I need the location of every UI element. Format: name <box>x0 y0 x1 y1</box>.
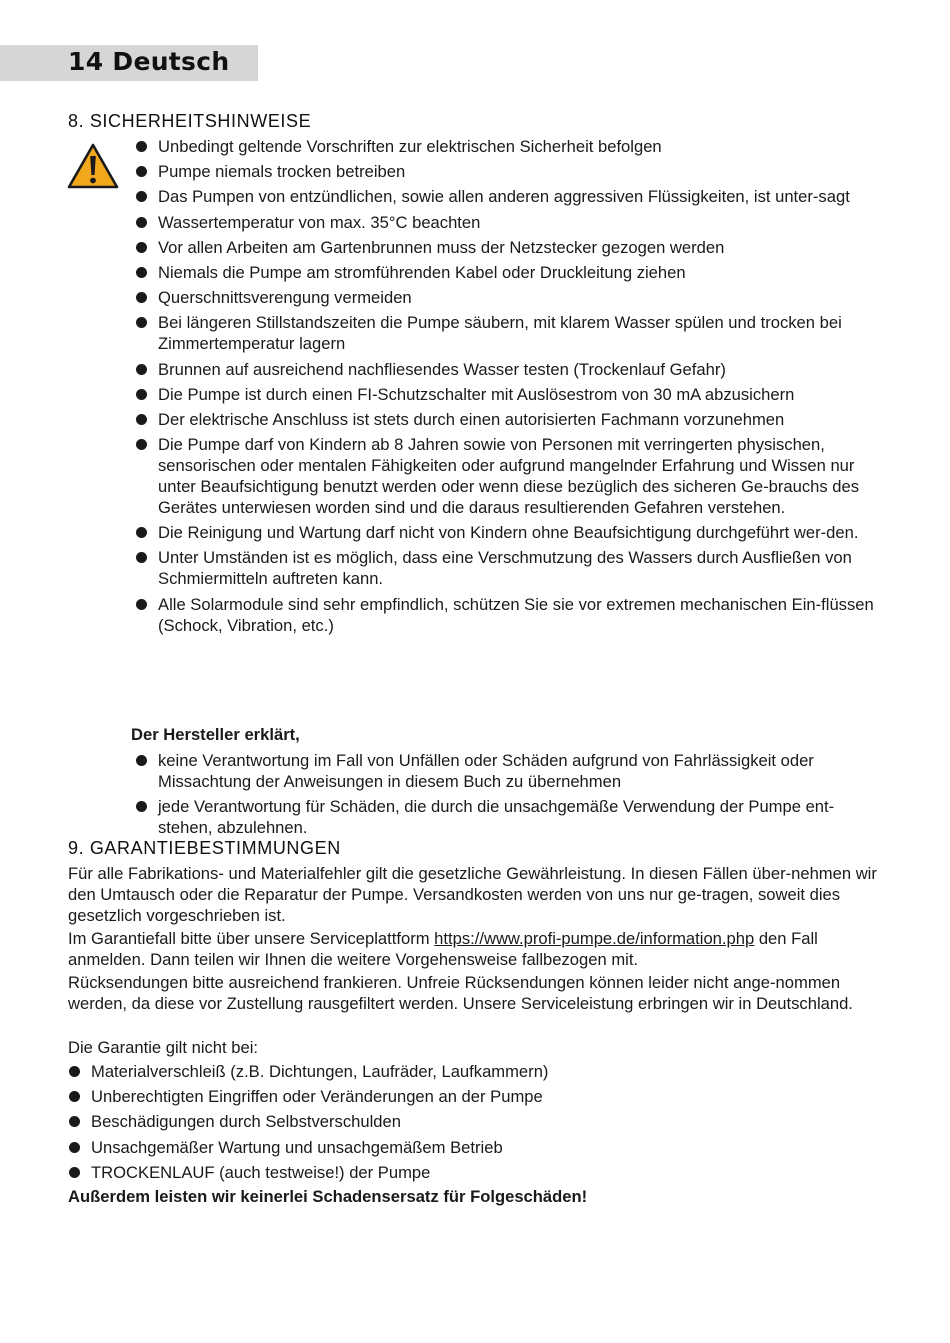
safety-item: Brunnen auf ausreichend nachfliesendes Wasser testen (Trockenlauf Gefahr) <box>158 359 888 380</box>
bullet-icon <box>136 242 147 253</box>
safety-item: Unbedingt geltende Vorschriften zur elektrischen Sicherheit befolgen <box>158 136 888 157</box>
safety-item: Niemals die Pumpe am stromführenden Kabel oder Druckleitung ziehen <box>158 262 888 283</box>
manufacturer-heading: Der Hersteller erklärt, <box>131 725 300 744</box>
exclusion-item: TROCKENLAUF (auch testweise!) der Pumpe <box>91 1162 871 1183</box>
safety-item: Die Reinigung und Wartung darf nicht von Kindern ohne Beaufsichtigung durchgeführt wer-den. <box>158 522 888 543</box>
exclusions-list <box>91 1061 871 1187</box>
bullet-icon <box>136 414 147 425</box>
exclusion-item: Materialverschleiß (z.B. Dichtungen, Laufräder, Laufkammern) <box>91 1061 871 1082</box>
returns-paragraph: Rücksendungen bitte ausreichend frankieren. Unfreie Rücksendungen können leider nicht ange-nommen werden, da diese vor Zustellung rausgefiltert werden. Unsere Serviceleistung erbringen wir in Deutschland. <box>68 973 853 1013</box>
bullet-icon <box>136 439 147 450</box>
bullet-icon <box>136 292 147 303</box>
bullet-icon <box>136 364 147 375</box>
bullet-icon <box>69 1142 80 1153</box>
bullet-icon <box>136 552 147 563</box>
bullet-icon <box>136 217 147 228</box>
exclusion-item: Unberechtigten Eingriffen oder Veränderungen an der Pumpe <box>91 1086 871 1107</box>
manufacturer-list <box>158 750 888 842</box>
safety-item: Das Pumpen von entzündlichen, sowie allen anderen aggressiven Flüssigkeiten, ist unter-sagt <box>158 186 888 207</box>
manufacturer-item: keine Verantwortung im Fall von Unfällen oder Schäden aufgrund von Fahrlässigkeit oder Missachtung der Anweisungen in diesem Buch zu übernehmen <box>158 750 888 792</box>
safety-item: Wassertemperatur von max. 35°C beachten <box>158 212 888 233</box>
safety-item: Der elektrische Anschluss ist stets durch einen autorisierten Fachmann vorzunehmen <box>158 409 888 430</box>
warranty-service-paragraph: Im Garantiefall bitte über unsere Serviceplattform https://www.profi-pumpe.de/information.php den Fall anmelden. Dann teilen wir Ihnen die weitere Vorgehensweise fallbezogen mit. <box>68 929 818 969</box>
warranty-paragraph: Für alle Fabrikations- und Materialfehler gilt die gesetzliche Gewährleistung. In diesen Fällen über-nehmen wir den Umtausch oder die Reparatur der Pumpe. Versandkosten werden von uns nur ge-tragen, soweit dies gesetzlich vorgeschrieben ist. <box>68 864 877 925</box>
safety-section-title: 8. SICHERHEITSHINWEISE <box>68 111 312 131</box>
safety-item: Die Pumpe darf von Kindern ab 8 Jahren sowie von Personen mit verringerten physischen, sensorischen oder mentalen Fähigkeiten oder aufgrund mangelnder Erfahrung und Wissen nur unter Beaufsichtigung benutzt werden oder wenn diese bezüglich des sicheren Ge-brauchs des Gerätes unterwiesen worden sind und die daraus resultierenden Gefahren verstehen. <box>158 434 888 518</box>
bullet-icon <box>136 527 147 538</box>
bullet-icon <box>136 801 147 812</box>
bullet-icon <box>69 1116 80 1127</box>
warning-triangle-icon <box>67 143 119 189</box>
exclusion-item: Beschädigungen durch Selbstverschulden <box>91 1111 871 1132</box>
service-platform-link[interactable]: https://www.profi-pumpe.de/information.php <box>434 929 755 948</box>
exclusion-item: Unsachgemäßer Wartung und unsachgemäßem Betrieb <box>91 1137 871 1158</box>
warranty-section-title: 9. GARANTIEBESTIMMUNGEN <box>68 838 341 858</box>
manufacturer-item: jede Verantwortung für Schäden, die durch die unsachgemäße Verwendung der Pumpe ent-stehen, abzulehnen. <box>158 796 888 838</box>
bullet-icon <box>136 267 147 278</box>
safety-item: Pumpe niemals trocken betreiben <box>158 161 888 182</box>
bullet-icon <box>69 1066 80 1077</box>
bullet-icon <box>136 389 147 400</box>
bullet-icon <box>136 755 147 766</box>
bullet-icon <box>136 191 147 202</box>
bullet-icon <box>69 1167 80 1178</box>
safety-item: Unter Umständen ist es möglich, dass eine Verschmutzung des Wassers durch Ausfließen von Schmiermitteln auftreten kann. <box>158 547 888 589</box>
page-header-label: 14 Deutsch <box>68 47 230 76</box>
exclusions-intro: Die Garantie gilt nicht bei: <box>68 1038 259 1057</box>
bullet-icon <box>136 317 147 328</box>
bullet-icon <box>136 599 147 610</box>
final-note: Außerdem leisten wir keinerlei Schadensersatz für Folgeschäden! <box>68 1187 588 1206</box>
safety-item: Bei längeren Stillstandszeiten die Pumpe säubern, mit klarem Wasser spülen und trocken bei Zimmertemperatur lagern <box>158 312 888 354</box>
bullet-icon <box>136 166 147 177</box>
safety-item: Vor allen Arbeiten am Gartenbrunnen muss der Netzstecker gezogen werden <box>158 237 888 258</box>
bullet-icon <box>136 141 147 152</box>
safety-item: Querschnittsverengung vermeiden <box>158 287 888 308</box>
safety-list <box>158 136 888 640</box>
safety-item: Die Pumpe ist durch einen FI-Schutzschalter mit Auslösestrom von 30 mA abzusichern <box>158 384 888 405</box>
safety-item: Alle Solarmodule sind sehr empfindlich, schützen Sie sie vor extremen mechanischen Ein-flüssen (Schock, Vibration, etc.) <box>158 594 888 636</box>
bullet-icon <box>69 1091 80 1102</box>
